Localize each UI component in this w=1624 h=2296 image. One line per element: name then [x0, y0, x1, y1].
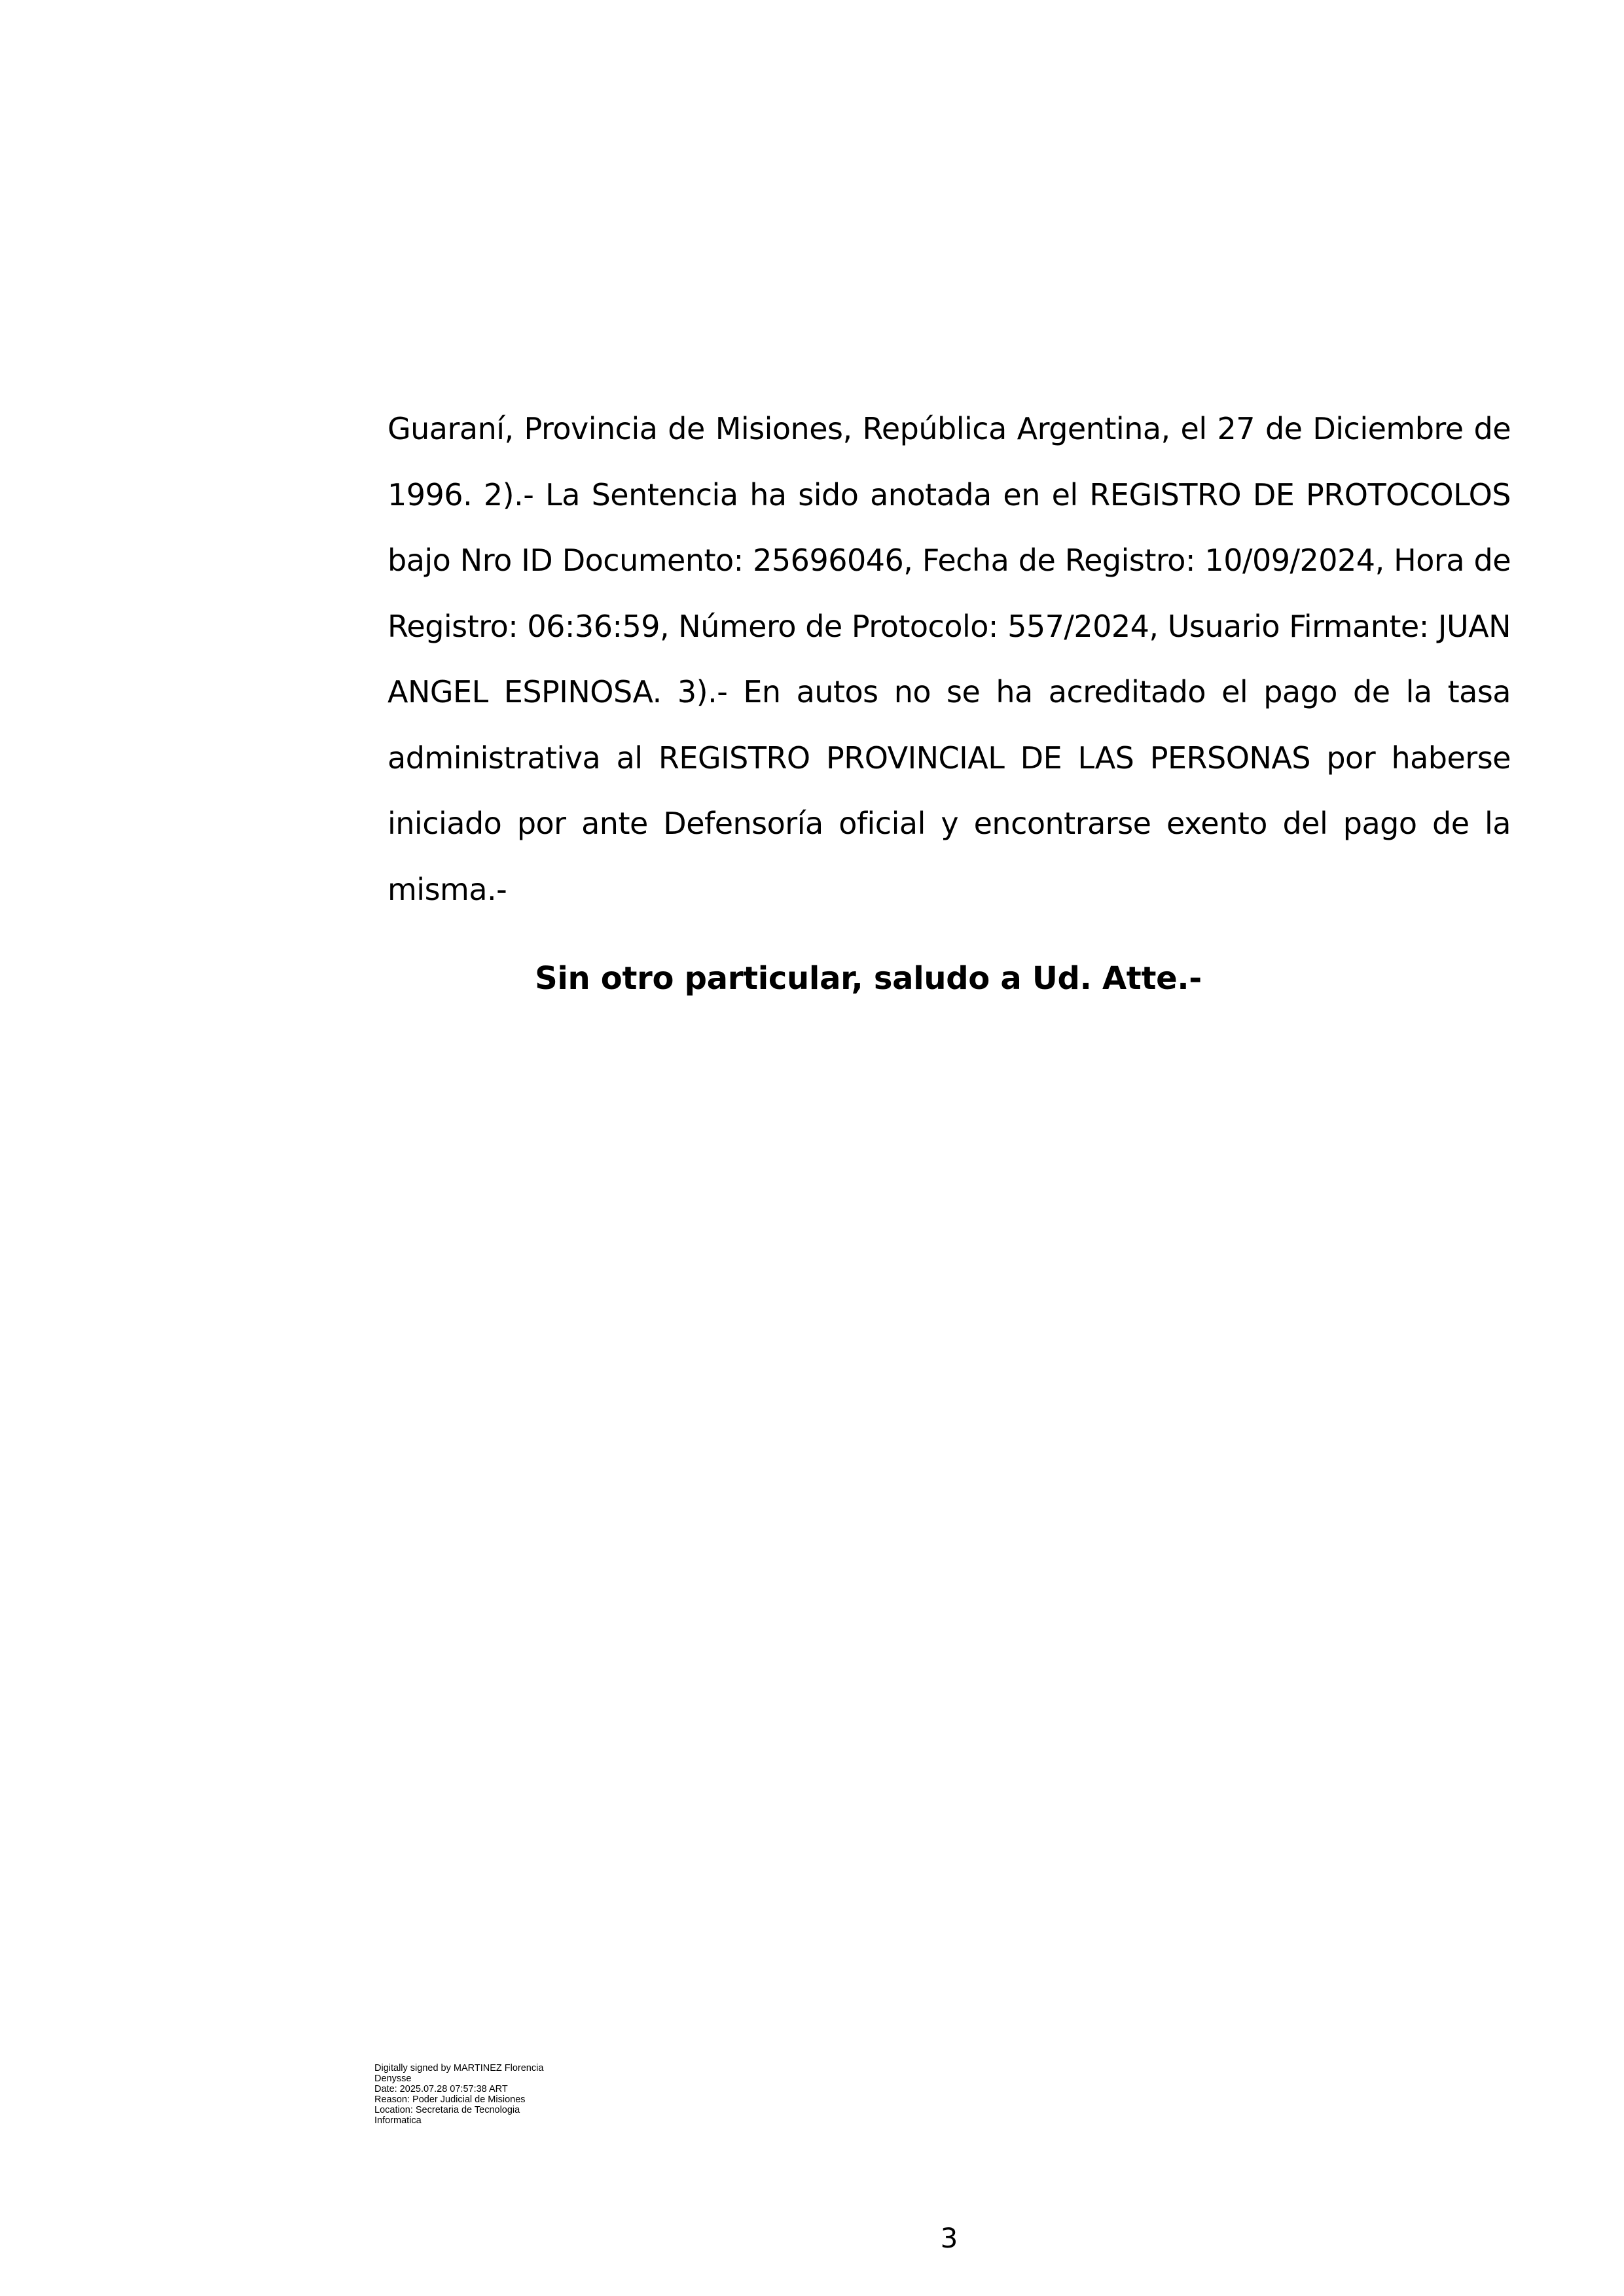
signature-line-date: Date: 2025.07.28 07:57:38 ART — [374, 2084, 508, 2094]
page-number: 3 — [940, 2222, 958, 2254]
digital-signature-block — [374, 2063, 649, 2126]
signature-line-location-cont: Informatica — [374, 2115, 422, 2126]
signature-line-signer: Digitally signed by MARTINEZ Florencia — [374, 2063, 544, 2073]
closing-line: Sin otro particular, saludo a Ud. Atte.- — [535, 960, 1202, 997]
signature-line-location: Location: Secretaria de Tecnologia — [374, 2105, 520, 2115]
body-paragraph: Guaraní, Provincia de Misiones, República Argentina, el 27 de Diciembre de 1996. 2).- La Sentencia ha sido anotada en el REGISTRO DE PROTOCOLOS bajo Nro ID Documento: 25696046, Fecha de Registro: 10/09/2024, Hora de Registro: 06:36:59, Número de Protocolo: 557/2024, Usuario Firmante: JUAN ANGEL ESPINOSA. 3).- En autos no se ha acreditado el pago de la tasa administrativa al REGISTRO PROVINCIAL DE LAS PERSONAS por haberse iniciado por ante Defensoría oficial y encontrarse exento del pago de la misma.- — [388, 411, 1511, 907]
signature-line-reason: Reason: Poder Judicial de Misiones — [374, 2094, 526, 2105]
closing-line-container — [0, 956, 1624, 1001]
signature-line-signer-name: Denysse — [374, 2073, 412, 2084]
